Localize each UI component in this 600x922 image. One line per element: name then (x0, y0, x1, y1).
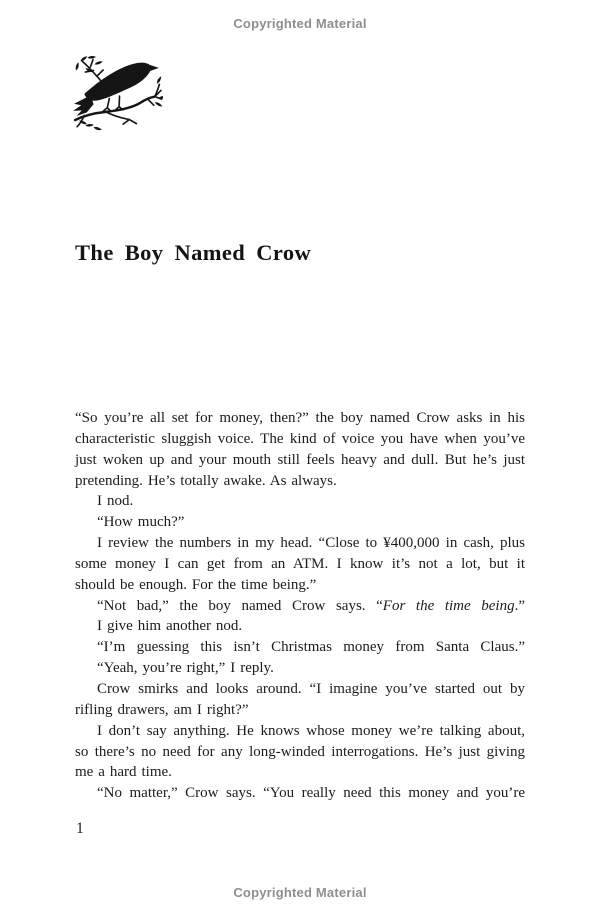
body-text (75, 408, 525, 804)
body-line: should be enough. For the time being.” (75, 576, 317, 593)
body-line: “So you’re all set for money, then?” the boy named Crow asks in his (75, 410, 525, 426)
body-line: I nod. (97, 493, 134, 510)
body-line: just woken up and your mouth still feels heavy and dull. But he’s just (75, 451, 525, 468)
body-line: I don’t say anything. He knows whose money we’re talking about, (97, 722, 525, 739)
copyright-notice-bottom: Copyrighted Material (233, 885, 367, 900)
body-line: Crow smirks and looks around. “I imagine you’ve started out by (97, 680, 525, 697)
body-line: some money I can get from an ATM. I know it’s not a lot, but it (75, 555, 525, 572)
copyright-notice-top: Copyrighted Material (233, 16, 367, 31)
page-number: 1 (76, 820, 84, 837)
body-line: rifling drawers, am I right?” (75, 701, 249, 718)
body-line: me a hard time. (75, 764, 172, 781)
body-line: “Yeah, you’re right,” I reply. (97, 660, 274, 677)
chapter-title: The Boy Named Crow (75, 240, 312, 265)
crow-illustration (71, 56, 163, 133)
body-line: “I’m guessing this isn’t Christmas money from Santa Claus.” (97, 639, 525, 656)
body-line: I review the numbers in my head. “Close to ¥400,000 in cash, plus (97, 535, 525, 552)
body-line: so there’s no need for any long-winded interrogations. He’s just giving (75, 743, 525, 760)
body-line: “Not bad,” the boy named Crow says. “For the time being.” (97, 597, 525, 614)
body-line: I give him another nod. (97, 618, 243, 635)
body-line: “No matter,” Crow says. “You really need this money and you’re (97, 785, 525, 802)
body-line: pretending. He’s totally awake. As always. (75, 472, 337, 489)
crow-icon (71, 56, 163, 133)
body-line: “How much?” (97, 514, 185, 531)
body-line: characteristic sluggish voice. The kind of voice you have when you’ve (75, 430, 525, 447)
